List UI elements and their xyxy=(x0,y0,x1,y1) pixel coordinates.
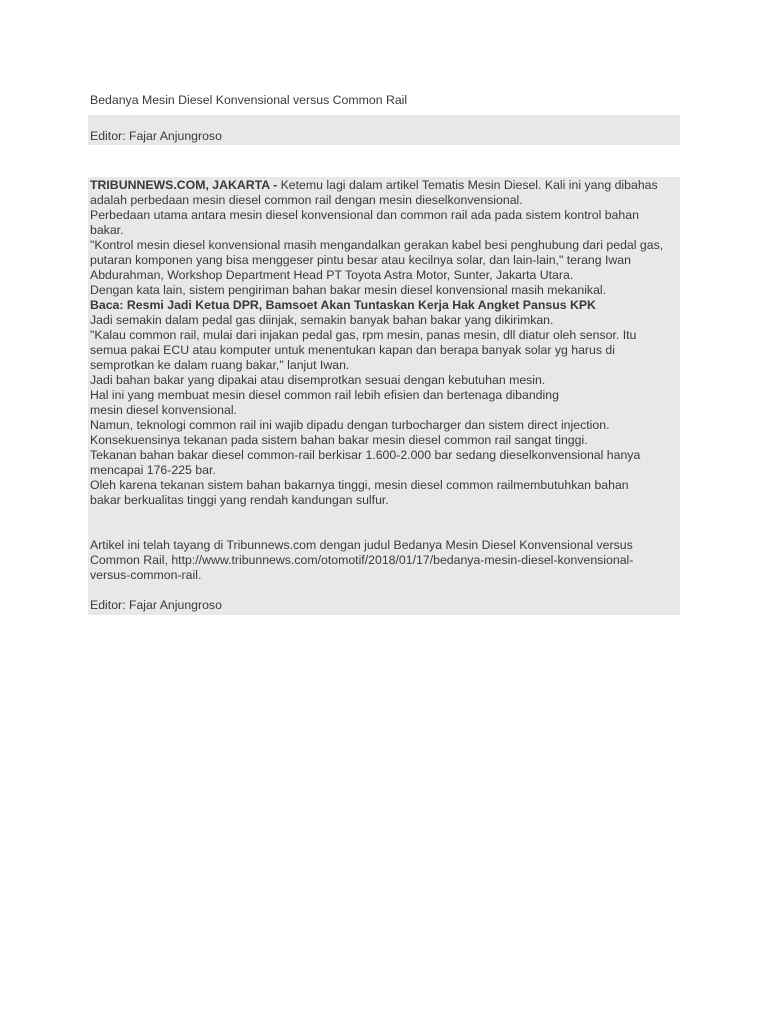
document-page xyxy=(90,92,680,615)
source-line: Artikel ini telah tayang di Tribunnews.com dengan judul Bedanya Mesin Diesel Konvensional versus xyxy=(90,538,633,552)
paragraph-line-text: Ketemu lagi dalam artikel Tematis Mesin Diesel. Kali ini yang dibahas xyxy=(277,178,658,192)
dateline: TRIBUNNEWS.COM, JAKARTA - xyxy=(90,178,278,192)
paragraph-line: bakar berkualitas tinggi yang rendah kandungan sulfur. xyxy=(90,493,389,507)
paragraph-line: Namun, teknologi common rail ini wajib dipadu dengan turbocharger dan sistem direct injection. xyxy=(90,418,610,432)
paragraph-line: bakar. xyxy=(90,223,124,237)
article-body xyxy=(88,177,680,615)
source-line[interactable]: versus-common-rail. xyxy=(90,568,202,582)
paragraph-line: Jadi bahan bakar yang dipakai atau disemprotkan sesuai dengan kebutuhan mesin. xyxy=(90,373,546,387)
paragraph-line: Konsekuensinya tekanan pada sistem bahan bakar mesin diesel common rail sangat tinggi. xyxy=(90,433,588,447)
paragraph-line: adalah perbedaan mesin diesel common rail dengan mesin dieselkonvensional. xyxy=(90,193,523,207)
paragraph-line: mencapai 176-225 bar. xyxy=(90,463,216,477)
editor-byline-top xyxy=(88,115,680,145)
related-article-link[interactable]: Baca: Resmi Jadi Ketua DPR, Bamsoet Akan Tuntaskan Kerja Hak Angket Pansus KPK xyxy=(90,298,596,312)
paragraph-line: Jadi semakin dalam pedal gas diinjak, semakin banyak bahan bakar yang dikirimkan. xyxy=(90,313,554,327)
spacer xyxy=(90,583,680,598)
article-title-text: Bedanya Mesin Diesel Konvensional versus Common Rail xyxy=(90,93,408,107)
paragraph-line: Oleh karena tekanan sistem bahan bakarnya tinggi, mesin diesel common railmembutuhkan bahan xyxy=(90,478,629,492)
paragraph-line: mesin diesel konvensional. xyxy=(90,403,237,417)
paragraph-line: "Kontrol mesin diesel konvensional masih mengandalkan gerakan kabel besi penghubung dari pedal gas, xyxy=(90,238,664,252)
paragraph-line: Tekanan bahan bakar diesel common-rail berkisar 1.600-2.000 bar sedang dieselkonvensional hanya xyxy=(90,448,641,462)
paragraph-line: "Kalau common rail, mulai dari injakan pedal gas, rpm mesin, panas mesin, dll diatur oleh sensor. Itu xyxy=(90,328,637,342)
editor-byline-top-text: Editor: Fajar Anjungroso xyxy=(90,129,222,143)
editor-byline-bottom: Editor: Fajar Anjungroso xyxy=(90,598,222,612)
spacer xyxy=(90,508,680,538)
paragraph-line: putaran komponen yang bisa menggeser pintu besar atau kecilnya solar, dan lain-lain," terang Iwan xyxy=(90,253,631,267)
paragraph-line: semua pakai ECU atau komputer untuk menentukan kapan dan berapa banyak solar yg harus di xyxy=(90,343,615,357)
article-title xyxy=(90,92,680,108)
paragraph-line: Dengan kata lain, sistem pengiriman bahan bakar mesin diesel konvensional masih mekanikal. xyxy=(90,283,607,297)
source-line[interactable]: Common Rail, http://www.tribunnews.com/otomotif/2018/01/17/bedanya-mesin-diesel-konvensional- xyxy=(90,553,634,567)
paragraph-line: Hal ini yang membuat mesin diesel common rail lebih efisien dan bertenaga dibanding xyxy=(90,388,559,402)
paragraph-line: Perbedaan utama antara mesin diesel konvensional dan common rail ada pada sistem kontrol bahan xyxy=(90,208,639,222)
paragraph-line: semprotkan ke dalam ruang bakar," lanjut Iwan. xyxy=(90,358,350,372)
paragraph-line xyxy=(90,178,680,193)
paragraph-line: Abdurahman, Workshop Department Head PT Toyota Astra Motor, Sunter, Jakarta Utara. xyxy=(90,268,574,282)
